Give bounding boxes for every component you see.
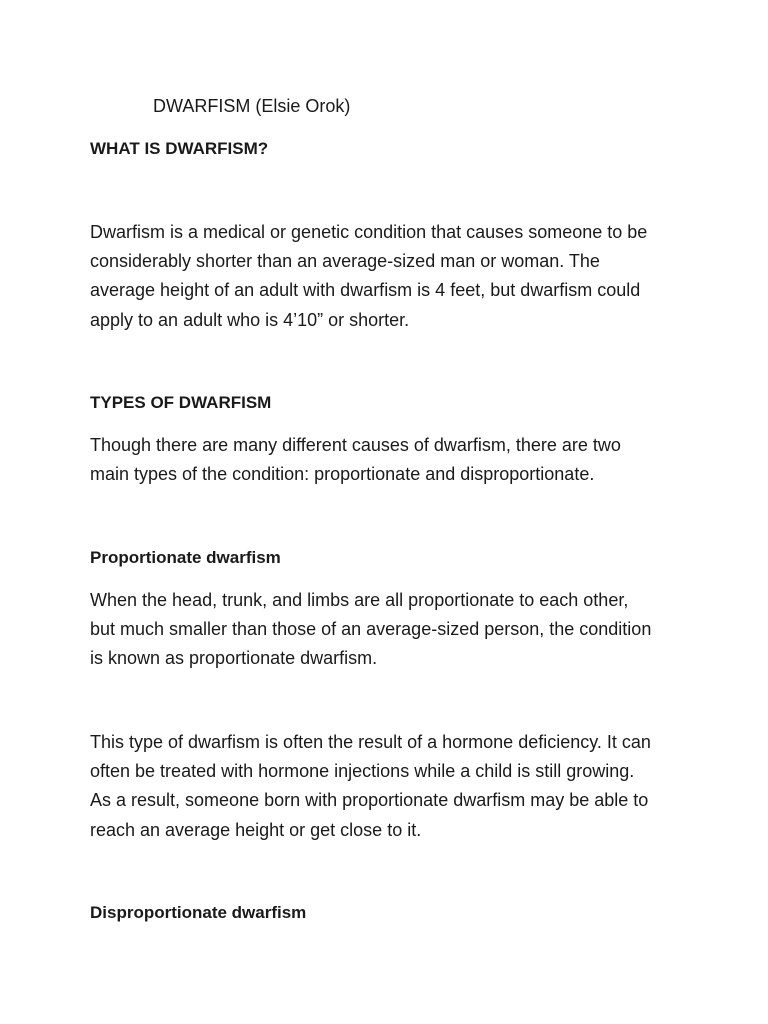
paragraph-line: This type of dwarfism is often the result of a hormone deficiency. It can xyxy=(90,732,651,752)
paragraph-line: Though there are many different causes of dwarfism, there are two xyxy=(90,435,621,455)
paragraph-types xyxy=(90,431,690,489)
paragraph-line: considerably shorter than an average-sized man or woman. The xyxy=(90,251,600,272)
heading-types-of-dwarfism: TYPES OF DWARFISM xyxy=(90,393,272,412)
paragraph-line: often be treated with hormone injections while a child is still growing. xyxy=(90,761,635,782)
paragraph-line: is known as proportionate dwarfism. xyxy=(90,648,378,669)
paragraph-line: average height of an adult with dwarfism is 4 feet, but dwarfism could xyxy=(90,280,641,301)
paragraph-line: main types of the condition: proportionate and disproportionate. xyxy=(90,464,595,485)
paragraph-line: reach an average height or get close to it. xyxy=(90,819,422,840)
paragraph-line: Dwarfism is a medical or genetic condition that causes someone to be xyxy=(90,222,648,242)
heading-what-is-dwarfism: WHAT IS DWARFISM? xyxy=(90,139,269,158)
paragraph-line: As a result, someone born with proportionate dwarfism may be able to xyxy=(90,790,649,811)
heading-disproportionate-dwarfism: Disproportionate dwarfism xyxy=(90,903,307,922)
paragraph-proportionate xyxy=(90,586,690,674)
paragraph-hormone-deficiency xyxy=(90,728,690,845)
paragraph-line: apply to an adult who is 4’10” or shorter. xyxy=(90,309,410,330)
paragraph-line: When the head, trunk, and limbs are all proportionate to each other, xyxy=(90,590,629,610)
document-title: DWARFISM (Elsie Orok) xyxy=(153,96,351,116)
paragraph-definition xyxy=(90,218,690,335)
paragraph-line: but much smaller than those of an average-sized person, the condition xyxy=(90,619,652,640)
heading-proportionate-dwarfism: Proportionate dwarfism xyxy=(90,548,281,567)
